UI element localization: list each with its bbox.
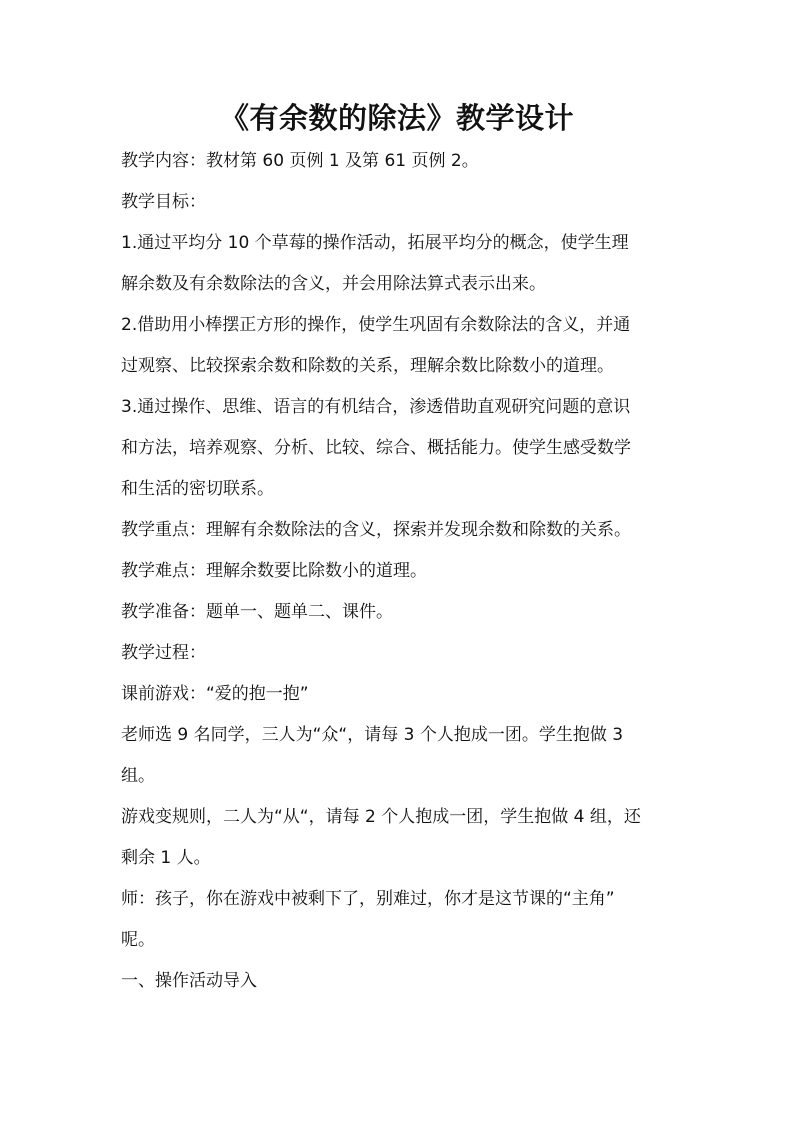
paragraph-line: 老师选 9 名同学，三人为“众“，请每 3 个人抱成一团。学生抱做 3 <box>121 725 624 745</box>
paragraph-line: 教学内容：教材第 60 页例 1 及第 61 页例 2。 <box>121 151 479 171</box>
paragraph-line: 3.通过操作、思维、语言的有机结合，渗透借助直观研究问题的意识 <box>121 397 631 417</box>
paragraph-line: 呢。 <box>121 930 155 950</box>
paragraph-line: 组。 <box>121 766 155 786</box>
paragraph-line: 课前游戏：“爱的抱一抱” <box>121 684 309 704</box>
paragraph-line: 2.借助用小棒摆正方形的操作，使学生巩固有余数除法的含义，并通 <box>121 315 631 335</box>
paragraph-line: 和方法，培养观察、分析、比较、综合、概括能力。使学生感受数学 <box>121 438 631 458</box>
paragraph-line: 教学重点：理解有余数除法的含义，探索并发现余数和除数的关系。 <box>121 520 631 540</box>
paragraph-line: 解余数及有余数除法的含义，并会用除法算式表示出来。 <box>121 274 546 294</box>
paragraph-line: 教学过程： <box>121 643 206 663</box>
paragraph-line: 1.通过平均分 10 个草莓的操作活动，拓展平均分的概念，使学生理 <box>121 233 629 253</box>
paragraph-line: 游戏变规则，二人为“从“，请每 2 个人抱成一团，学生抱做 4 组，还 <box>121 807 641 827</box>
paragraph-line: 剩余 1 人。 <box>121 848 211 868</box>
paragraph-line: 教学准备：题单一、题单二、课件。 <box>121 602 393 622</box>
paragraph-line: 教学目标： <box>121 192 206 212</box>
document-body <box>121 141 691 1002</box>
paragraph-line: 师：孩子，你在游戏中被剩下了，别难过，你才是这节课的“主角” <box>121 889 615 909</box>
paragraph-line: 过观察、比较探索余数和除数的关系，理解余数比除数小的道理。 <box>121 356 614 376</box>
paragraph-line: 和生活的密切联系。 <box>121 479 274 499</box>
paragraph-line: 教学难点：理解余数要比除数小的道理。 <box>121 561 427 581</box>
document-title: 《有余数的除法》教学设计 <box>219 101 574 135</box>
paragraph-line: 一、操作活动导入 <box>121 971 257 991</box>
